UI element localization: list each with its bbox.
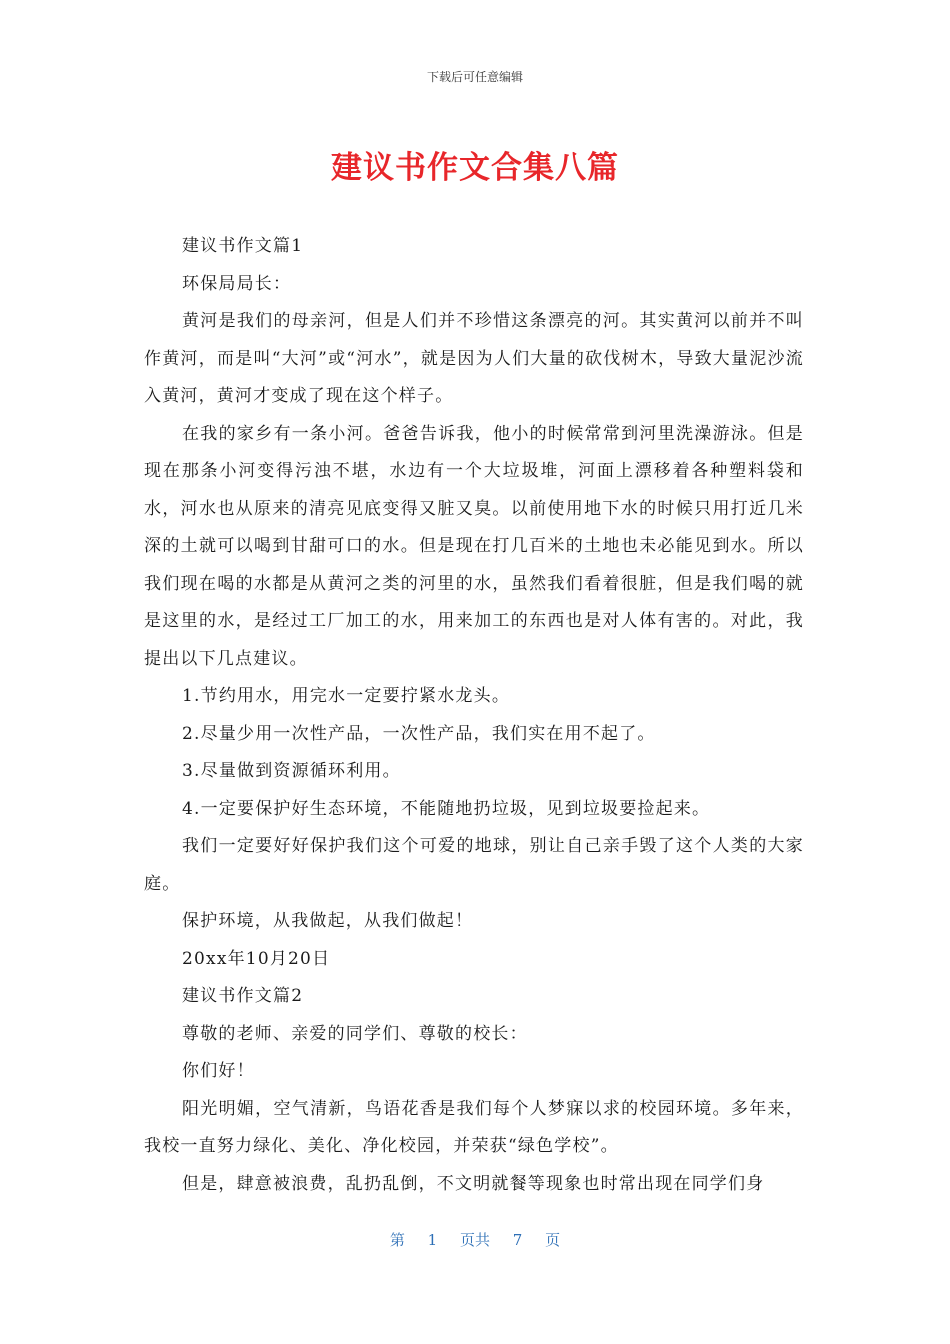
paragraph: 在我的家乡有一条小河。爸爸告诉我，他小的时候常常到河里洗澡游泳。但是现在那条小河变得污浊不堪，水边有一个大垃圾堆，河面上漂移着各种塑料袋和水，河水也从原来的清亮见底变得又脏又臭。以前使用地下水的时候只用打近几米深的土就可以喝到甘甜可口的水。但是现在打几百米的土地也未必能见到水。所以我们现在喝的水都是从黄河之类的河里的水，虽然我们看着很脏，但是我们喝的就是这里的水，是经过工厂加工的水，用来加工的东西也是对人体有害的。对此，我提出以下几点建议。: [144, 423, 804, 669]
paragraph: 阳光明媚，空气清新，鸟语花香是我们每个人梦寐以求的校园环境。多年来，我校一直努力绿化、美化、净化校园，并荣获“绿色学校”。: [144, 1098, 804, 1156]
paragraph: 保护环境，从我做起，从我们做起！: [182, 911, 474, 931]
paragraph: 建议书作文篇1: [182, 236, 304, 256]
paragraph: 尊敬的老师、亲爱的同学们、尊敬的校长：: [182, 1023, 528, 1044]
paragraph: 1.节约用水，用完水一定要拧紧水龙头。: [182, 686, 511, 706]
paragraph: 3.尽量做到资源循环利用。: [182, 761, 401, 781]
paragraph: 但是，肆意被浪费，乱扔乱倒，不文明就餐等现象也时常出现在同学们身: [182, 1173, 765, 1194]
paragraph: 环保局局长：: [182, 273, 292, 294]
document-body: [144, 228, 804, 1203]
paragraph: 建议书作文篇2: [182, 986, 304, 1006]
paragraph: 你们好！: [182, 1061, 255, 1081]
paragraph: 黄河是我们的母亲河，但是人们并不珍惜这条漂亮的河。其实黄河以前并不叫作黄河，而是叫“大河”或“河水”，就是因为人们大量的砍伐树木，导致大量泥沙流入黄河，黄河才变成了现在这个样子。: [144, 311, 804, 406]
paragraph: 我们一定要好好保护我们这个可爱的地球，别让自己亲手毁了这个人类的大家庭。: [144, 836, 804, 894]
document-title: 建议书作文合集八篇: [331, 150, 619, 186]
paragraph: 20xx年10月20日: [182, 948, 331, 969]
paragraph: 2.尽量少用一次性产品，一次性产品，我们实在用不起了。: [182, 723, 656, 744]
paragraph: 4.一定要保护好生态环境，不能随地扔垃圾，见到垃圾要捡起来。: [182, 798, 711, 819]
page-number-footer: 第 1 页共 7 页: [389, 1231, 561, 1249]
page-header-note: 下载后可任意编辑: [426, 70, 523, 84]
